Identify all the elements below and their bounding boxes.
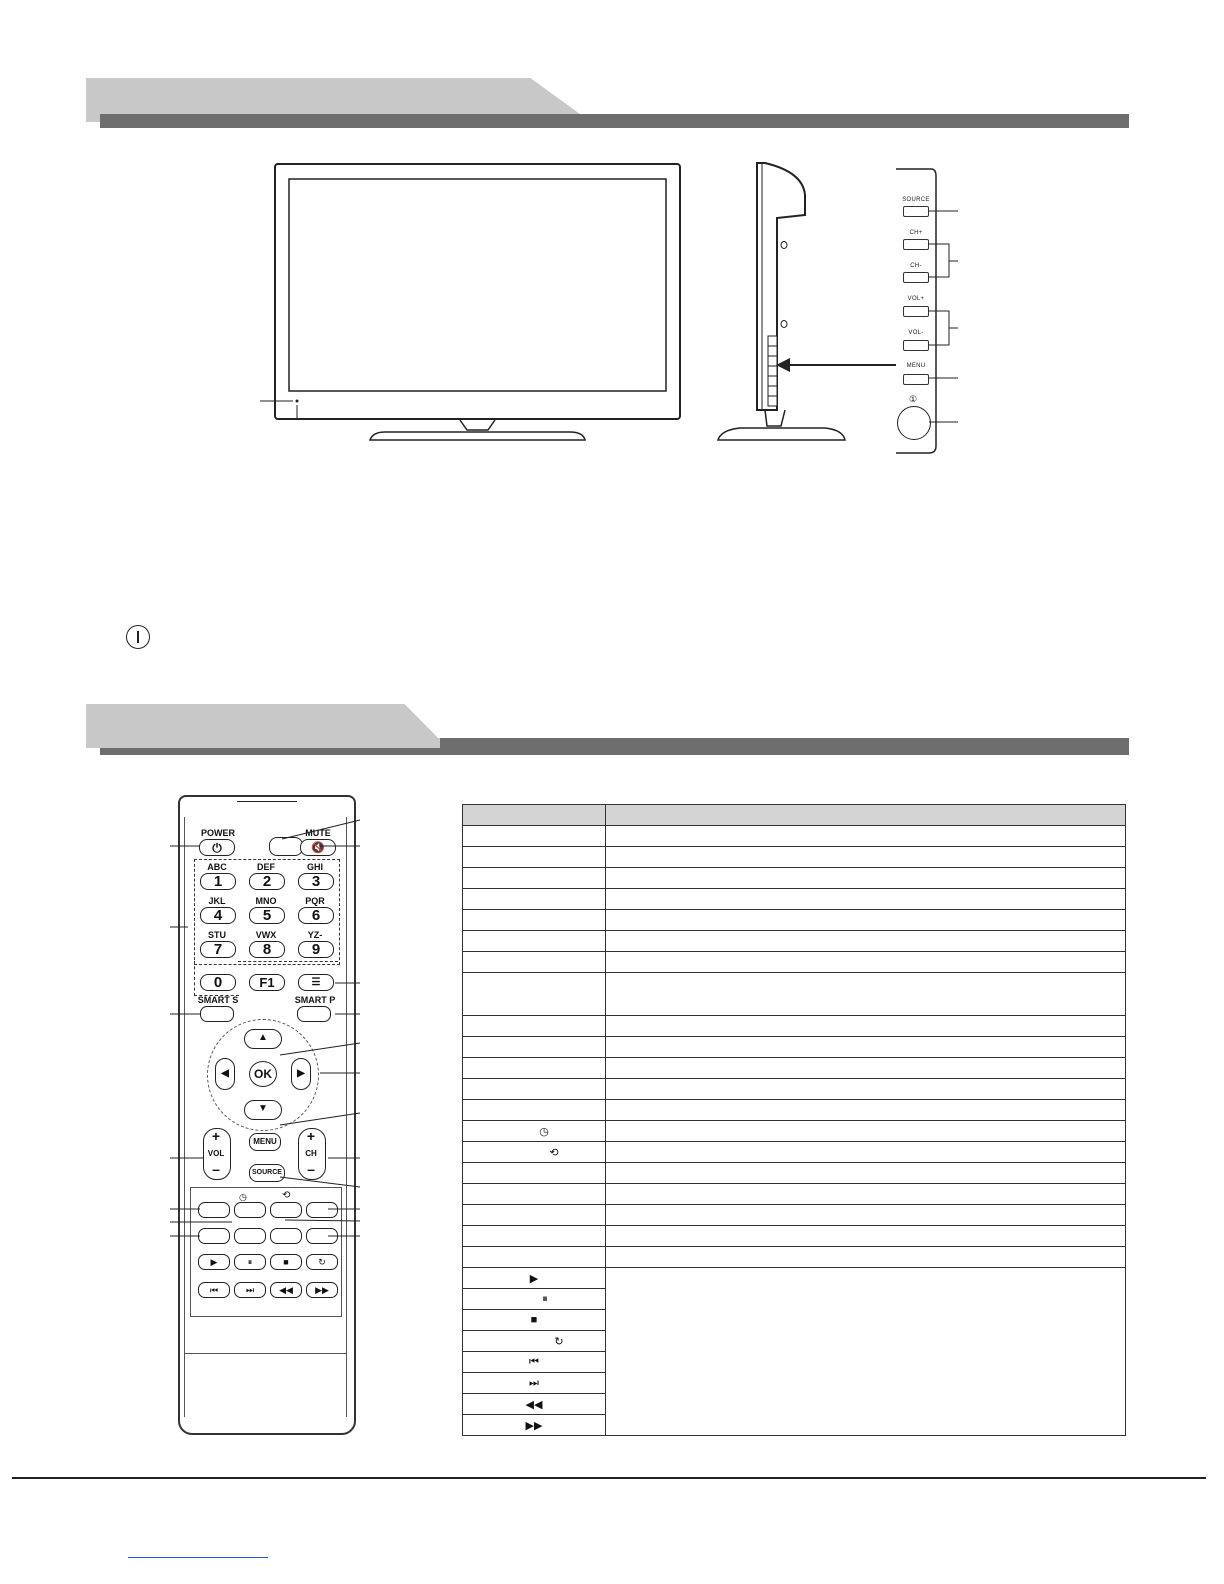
next-icon: ⏭ (529, 1376, 539, 1389)
table-row (463, 952, 1126, 973)
control-panel-callouts (925, 200, 965, 430)
digit-8-letters: VWX (255, 930, 277, 940)
panel-label-ch-plus: CH+ (909, 230, 923, 236)
tv-side-illustration (715, 160, 850, 445)
remote-key-table (462, 804, 1126, 1436)
stop-button[interactable]: ■ (270, 1254, 302, 1270)
remote-mute-label: MUTE (305, 828, 331, 838)
smart-s-label: SMART S (197, 995, 239, 1005)
remote-mute-button[interactable]: 🔇 (300, 839, 336, 856)
ch-plus-label: + (306, 1128, 316, 1144)
digit-6-button[interactable]: 6 (298, 907, 334, 924)
digit-7-button[interactable]: 7 (200, 941, 236, 958)
play-button[interactable]: ▶ (198, 1254, 230, 1270)
footer-link-underline[interactable] (128, 1557, 268, 1558)
table-row (463, 1079, 1126, 1100)
pause-button[interactable]: ⏸ (234, 1254, 266, 1270)
table-row (463, 889, 1126, 910)
table-row (463, 1037, 1126, 1058)
digit-3-button[interactable]: 3 (298, 873, 334, 890)
table-row (463, 826, 1126, 847)
ch-minus-label: – (307, 1161, 315, 1177)
digit-7-letters: STU (208, 930, 226, 940)
digit-2-letters: DEF (257, 862, 275, 872)
panel-label-source: SOURCE (902, 197, 930, 203)
table-row (463, 1058, 1126, 1079)
table-row (463, 1142, 1126, 1163)
dpad-up-button[interactable]: ▲ (244, 1029, 282, 1049)
list-button[interactable]: ☰ (298, 974, 334, 991)
clock-symbol: ◷ (239, 1192, 247, 1202)
remote-callouts (170, 815, 370, 1245)
fast-forward-button[interactable]: ▶▶ (306, 1282, 338, 1298)
power-icon (126, 625, 150, 649)
table-row (463, 868, 1126, 889)
smart-p-label: SMART P (294, 995, 336, 1005)
table-row (463, 910, 1126, 931)
digit-9-button[interactable]: 9 (298, 941, 334, 958)
source-button[interactable]: SOURCE (249, 1164, 285, 1182)
footer-rule (12, 1477, 1206, 1479)
rewind-icon: ◀◀ (525, 1398, 543, 1411)
panel-arrow-head (776, 357, 790, 373)
next-button[interactable]: ⏭ (234, 1282, 266, 1298)
table-row (463, 1121, 1126, 1142)
table-row (463, 973, 1126, 1016)
section2-header-bar-cover (100, 738, 440, 748)
panel-label-vol-minus: VOL- (908, 330, 924, 336)
vol-minus-label: – (212, 1161, 220, 1177)
dpad-down-button[interactable]: ▼ (244, 1100, 282, 1120)
repeat-icon: ↻ (554, 1335, 564, 1348)
remote-power-label: POWER (200, 828, 235, 838)
digit-9-letters: YZ- (307, 930, 323, 940)
table-row (463, 1205, 1126, 1226)
digit-8-button[interactable]: 8 (249, 941, 285, 958)
digit-3-letters: GHI (306, 862, 323, 872)
dpad-right-button[interactable]: ▶ (291, 1058, 311, 1090)
menu-button[interactable]: MENU (249, 1133, 281, 1151)
section1-header-bar-left (100, 122, 600, 128)
panel-label-menu: MENU (906, 363, 926, 369)
prev-icon: ⏮ (529, 1355, 539, 1368)
table-row (463, 1226, 1126, 1247)
dpad-left-button[interactable]: ◀ (215, 1058, 235, 1090)
prev-button[interactable]: ⏮ (198, 1282, 230, 1298)
digit-1-button[interactable]: 1 (200, 873, 236, 890)
ch-label: CH (305, 1149, 317, 1158)
table-row (463, 1016, 1126, 1037)
panel-power-symbol: ① (909, 394, 918, 404)
tv-front-illustration (255, 158, 695, 448)
panel-arrow-line (785, 364, 897, 366)
vol-plus-label: + (211, 1128, 221, 1144)
digit-4-button[interactable]: 4 (200, 907, 236, 924)
pause-icon: ⏸ (542, 1292, 548, 1305)
table-row (463, 1100, 1126, 1121)
vol-label: VOL (207, 1149, 225, 1158)
digit-0-button[interactable]: 0 (200, 974, 236, 991)
return-icon: ⟲ (549, 1146, 559, 1159)
table-row (463, 1268, 1126, 1289)
ok-button[interactable]: OK (249, 1061, 277, 1087)
digit-1-letters: ABC (207, 862, 227, 872)
panel-label-ch-minus: CH- (910, 263, 922, 269)
panel-label-vol-plus: VOL+ (907, 296, 925, 302)
f1-button[interactable]: F1 (249, 974, 285, 991)
repeat-button[interactable]: ↻ (306, 1254, 338, 1270)
return-symbol: ⟲ (282, 1190, 291, 1201)
clock-icon: ◷ (539, 1125, 549, 1138)
table-row (463, 847, 1126, 868)
digit-2-button[interactable]: 2 (249, 873, 285, 890)
stop-icon: ■ (530, 1314, 538, 1326)
table-row (463, 931, 1126, 952)
digit-6-letters: PQR (305, 896, 325, 906)
play-icon: ▶ (529, 1272, 539, 1285)
fast-forward-icon: ▶▶ (525, 1419, 543, 1432)
digit-5-letters: MNO (255, 896, 277, 906)
table-row (463, 1163, 1126, 1184)
table-row (463, 1247, 1126, 1268)
table-header-row (463, 805, 1126, 826)
remote-power-button[interactable]: ⏻ (199, 839, 235, 856)
digit-4-letters: JKL (208, 896, 226, 906)
rewind-button[interactable]: ◀◀ (270, 1282, 302, 1298)
digit-5-button[interactable]: 5 (249, 907, 285, 924)
table-row (463, 1184, 1126, 1205)
